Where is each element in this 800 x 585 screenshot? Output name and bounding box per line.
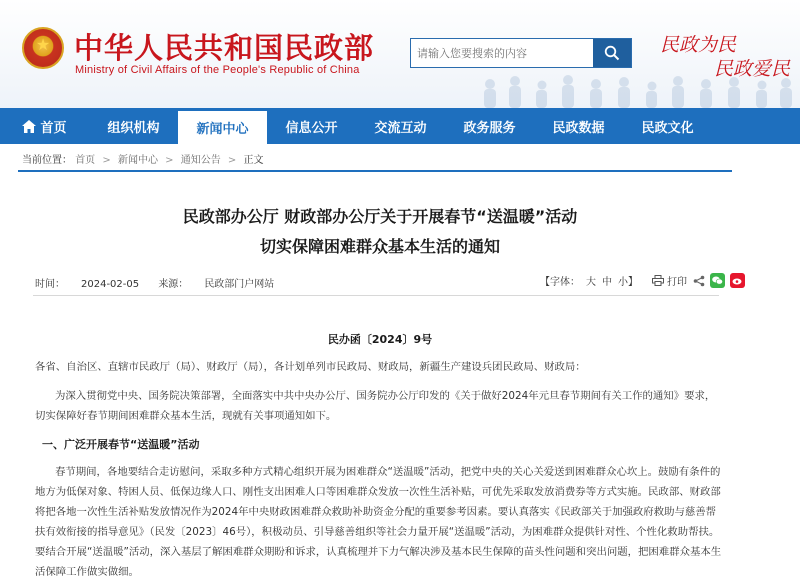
- wechat-share-icon[interactable]: [710, 273, 725, 288]
- search-button[interactable]: [593, 39, 631, 67]
- publish-time-value: 2024-02-05: [81, 279, 140, 290]
- article-title-line-2: 切实保障困难群众基本生活的通知: [259, 237, 500, 256]
- addressees-paragraph: 各省、自治区、直辖市民政厅（局）、财政厅（局），各计划单列市民政局、财政局，新疆生产建设兵团民政局、财政局：: [35, 361, 586, 373]
- breadcrumb-notices[interactable]: 通知公告: [180, 155, 221, 166]
- breadcrumb-news-center[interactable]: 新闻中心: [117, 155, 158, 166]
- site-title[interactable]: 中华人民共和国民政部: [74, 31, 375, 65]
- nav-item-information-disclosure[interactable]: 信息公开: [285, 120, 338, 136]
- breadcrumb: [22, 151, 263, 166]
- breadcrumb-current: 正文: [243, 155, 264, 166]
- crowd-silhouette-decoration: [470, 72, 800, 108]
- breadcrumb-home[interactable]: 首页: [75, 155, 96, 166]
- article-tools: [540, 273, 745, 288]
- publish-time-label: 时间：: [35, 279, 65, 290]
- search-icon: [604, 45, 620, 61]
- nav-item-label: 首页: [40, 120, 67, 136]
- print-button[interactable]: [652, 273, 687, 288]
- section-1-heading: 一、广泛开展春节“送温暖”活动: [42, 438, 200, 451]
- document-number: 民办函〔2024〕9号: [327, 333, 433, 346]
- font-size-label: 【字体：: [540, 277, 580, 288]
- share-icon[interactable]: [693, 275, 705, 287]
- site-header: [0, 0, 800, 108]
- font-size-large[interactable]: 大: [586, 277, 596, 288]
- source-value: 民政部门户网站: [204, 279, 275, 290]
- breadcrumb-prefix: 当前位置：: [22, 155, 72, 166]
- search-input[interactable]: [411, 39, 595, 67]
- nav-item-organization[interactable]: 组织机构: [107, 120, 160, 136]
- main-nav: [0, 108, 800, 144]
- font-size-small[interactable]: 小: [618, 277, 628, 288]
- article-source: [158, 279, 274, 290]
- article-meta: [35, 275, 274, 290]
- article-title-line-1: 民政部办公厅 财政部办公厅关于开展春节“送温暖”活动: [182, 207, 578, 226]
- nav-item-home[interactable]: [0, 108, 89, 144]
- site-subtitle: Ministry of Civil Affairs of the People's Republic of China: [75, 64, 360, 76]
- nav-item-news-center[interactable]: 新闻中心: [178, 108, 267, 144]
- print-label: 打印: [667, 277, 687, 288]
- weibo-share-icon[interactable]: [730, 273, 745, 288]
- nav-item-government-services[interactable]: 政务服务: [463, 120, 516, 136]
- breadcrumb-divider: [18, 170, 732, 172]
- section-1-paragraph: 春节期间，各地要结合走访慰问，采取多种方式精心组织开展为困难群众“送温暖”活动，把党中央的关心关爱送到困难群众心坎上。鼓励有条件的地方为低保对象、特困人员、低保边缘人口、刚性支出困难人口等困难群众发放一次性生活补贴，可优先采取发放消费券等方式实施。民政部、财政部将把各地一次性生活补贴发放情况作为2024年中央财政困难群众救助补助资金分配的重要参考因素。要认真落实《民政部关于加强政府救助与慈善帮扶有效衔接的指导意见》（民发〔2023〕46号），积极动员、引导慈善组织等社会力量开展“送温暖”活动，为困难群众提供针对性、个性化救助帮扶。要结合开展“送温暖”活动，深入基层了解困难群众期盼和诉求，认真梳理并下力气解决涉及基本民生保障的苗头性问题和突出问题，把困难群众基本生活保障工作做实做细。: [35, 466, 722, 578]
- font-size-medium[interactable]: 中: [602, 277, 612, 288]
- publish-time: [35, 279, 139, 290]
- breadcrumb-separator: >: [102, 155, 111, 166]
- meta-divider: [33, 295, 719, 296]
- national-emblem-icon[interactable]: [22, 27, 64, 69]
- breadcrumb-separator: >: [227, 155, 237, 166]
- source-label: 来源：: [158, 279, 189, 290]
- breadcrumb-separator: >: [165, 155, 174, 166]
- slogan-line-2: 民政爱民: [714, 58, 791, 80]
- slogan-line-1: 民政为民: [660, 34, 737, 56]
- home-icon: [22, 120, 36, 133]
- nav-item-civil-affairs-culture[interactable]: 民政文化: [641, 120, 694, 136]
- printer-icon: [652, 275, 664, 286]
- intro-paragraph: 为深入贯彻党中央、国务院决策部署，全面落实中共中央办公厅、国务院办公厅印发的《关于做好2024年元旦春节期间有关工作的通知》要求，切实保障好春节期间困难群众基本生活，现就有关事项通知如下。: [35, 390, 716, 422]
- font-size-close: 】: [628, 277, 638, 288]
- nav-item-civil-affairs-data[interactable]: 民政数据: [552, 120, 605, 136]
- search-box: [410, 38, 632, 68]
- nav-item-interaction[interactable]: 交流互动: [374, 120, 427, 136]
